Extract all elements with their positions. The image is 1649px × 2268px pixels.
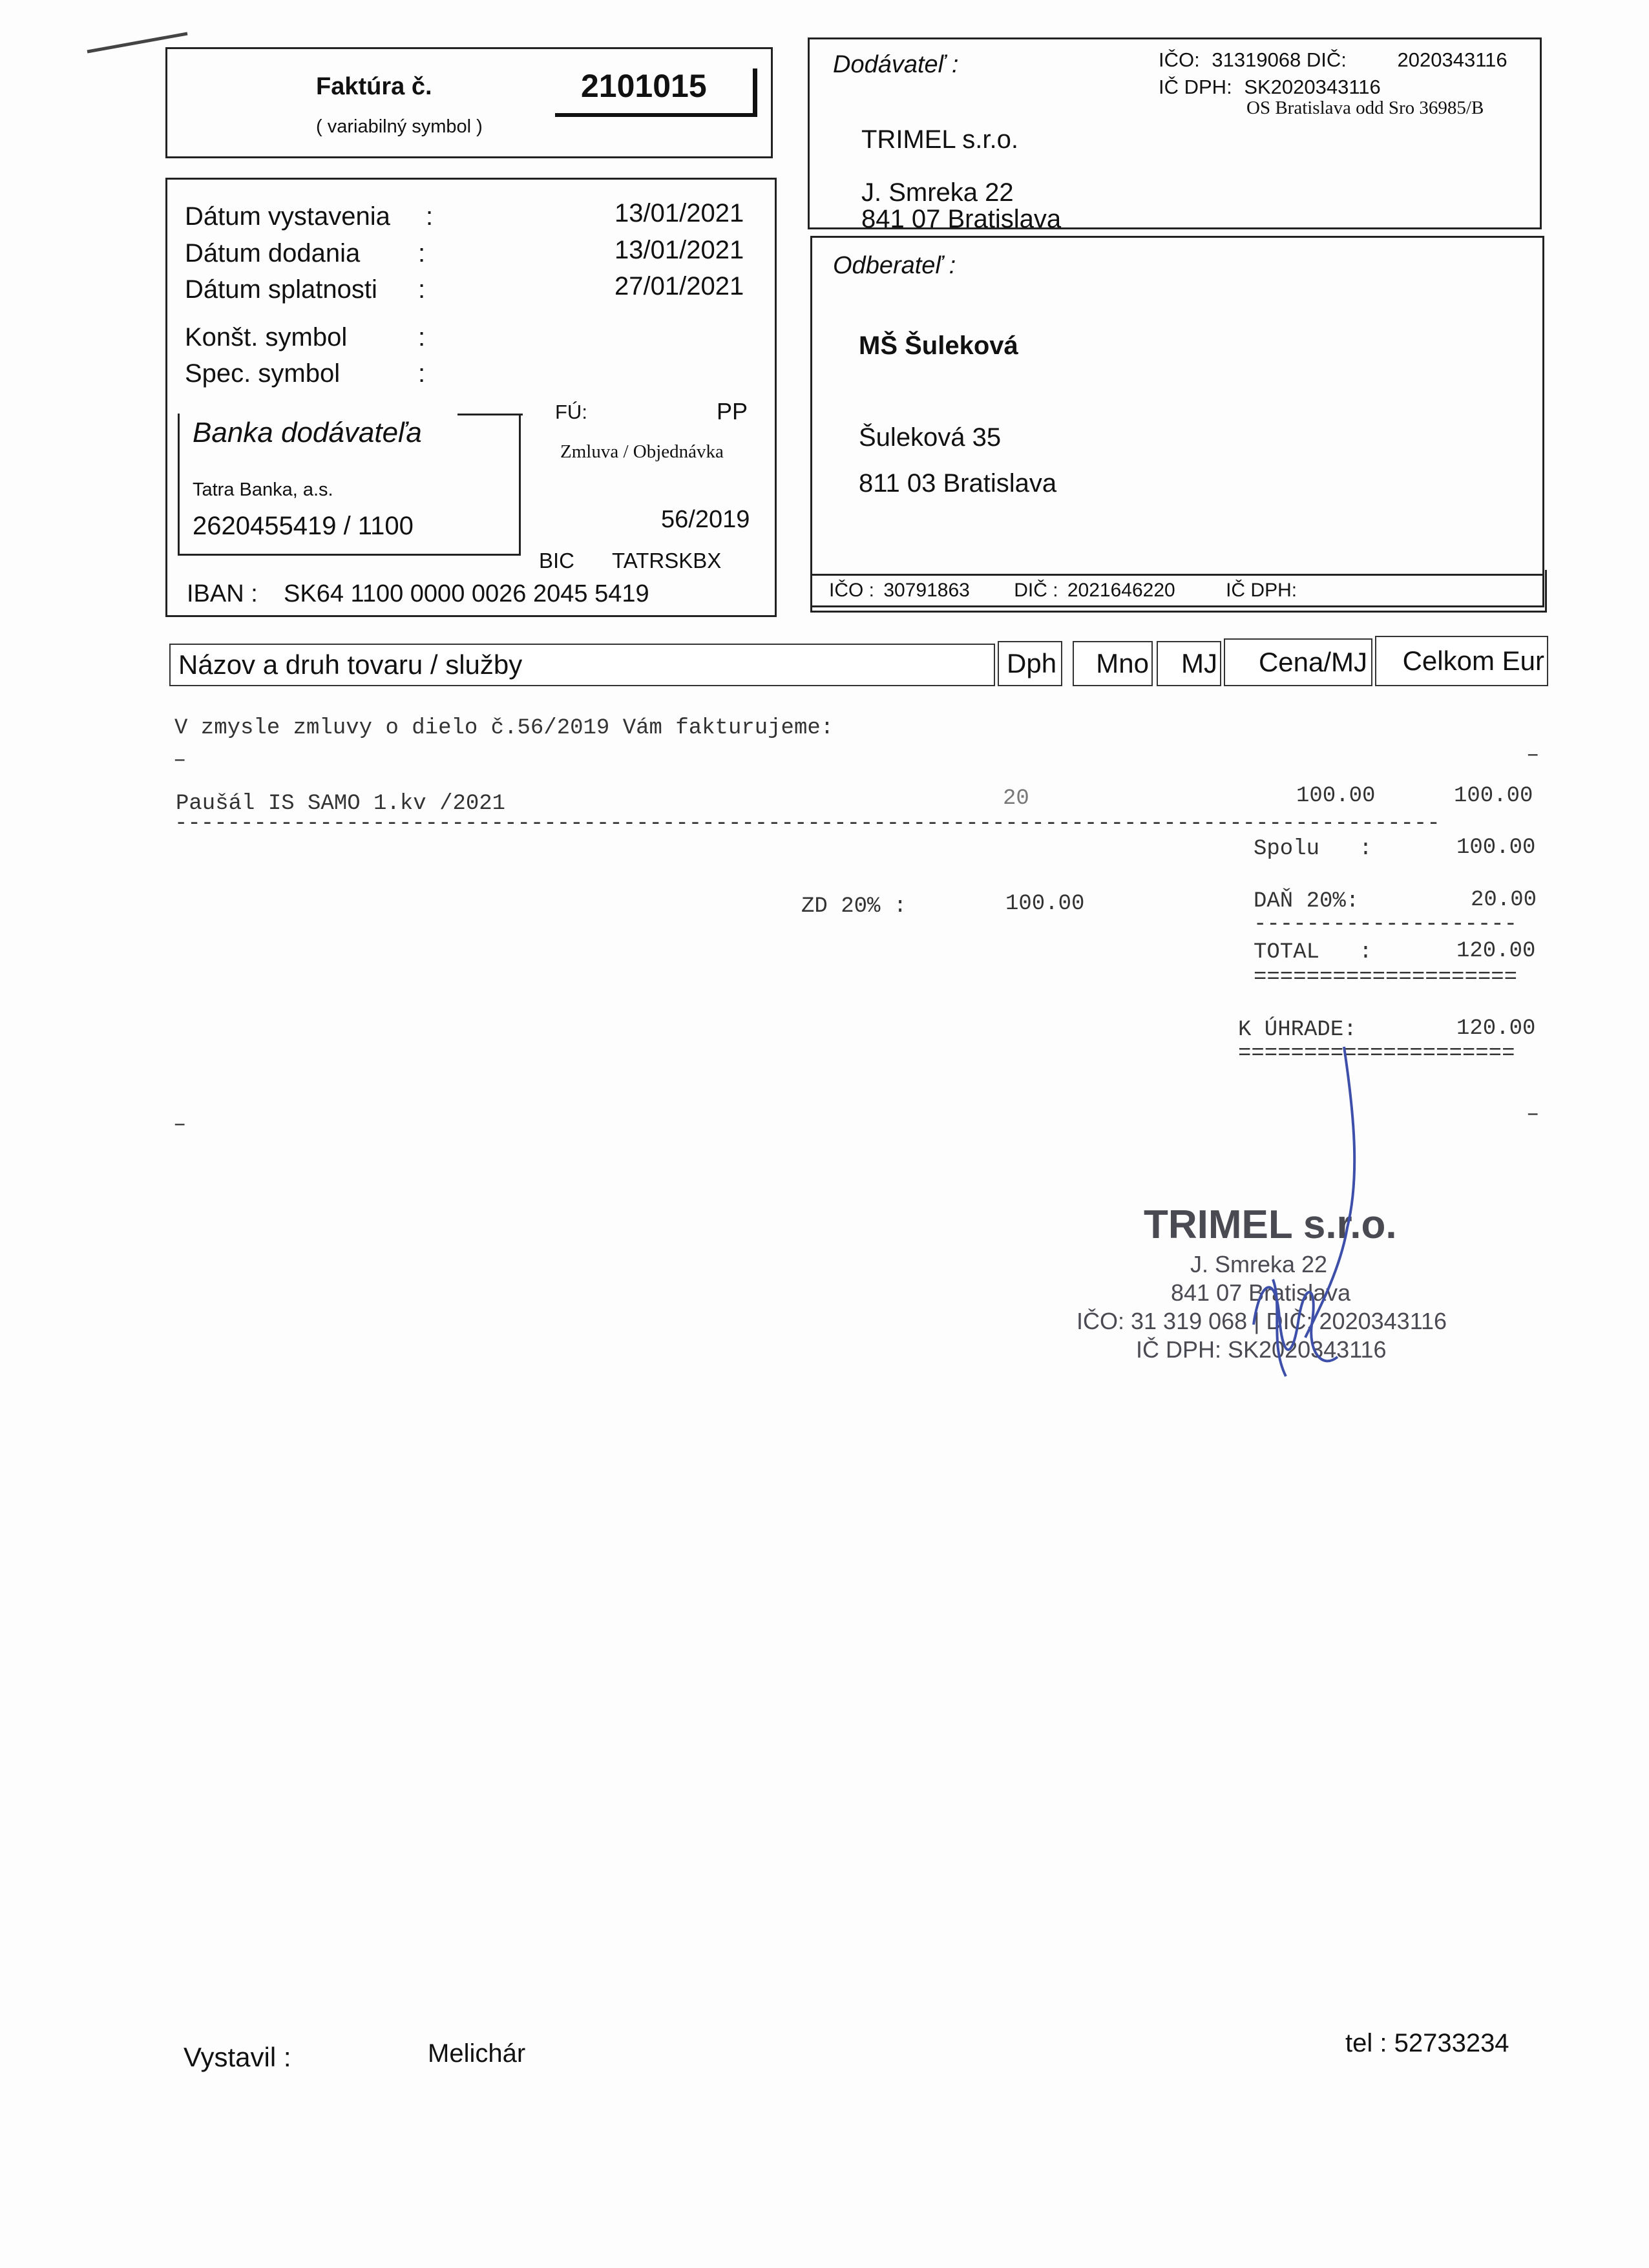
supplier-heading: Dodávateľ : — [833, 51, 959, 78]
bic-label: BIC — [539, 549, 575, 572]
supplier-dic-label: DIČ: — [1306, 48, 1347, 71]
delivery-label: Dátum dodania — [185, 239, 361, 268]
issued-colon: : — [426, 202, 434, 231]
stamp-icdph: IČ DPH: SK2020343116 — [1136, 1336, 1387, 1363]
bank-name: Tatra Banka, a.s. — [193, 479, 333, 500]
bank-account: 2620455419 / 1100 — [193, 512, 414, 540]
customer-icdph-label: IČ DPH: — [1226, 580, 1297, 601]
variable-symbol-note: ( variabilný symbol ) — [316, 116, 483, 137]
header-total: Celkom Eur — [1375, 636, 1548, 686]
bank-heading: Banka dodávateľa — [193, 417, 422, 448]
dan-label: DAŇ 20%: — [1254, 889, 1360, 914]
header-unit: MJ — [1157, 641, 1221, 686]
supplier-register: OS Bratislava odd Sro 36985/B — [1246, 98, 1484, 118]
bic-value: TATRSKBX — [612, 549, 722, 572]
fu-label: FÚ: — [555, 401, 587, 423]
due-colon: : — [418, 275, 426, 304]
iban-value: SK64 1100 0000 0026 2045 5419 — [284, 580, 649, 607]
bank-box-top-right — [457, 414, 523, 415]
invoice-number-bar — [753, 68, 757, 117]
contract-label: Zmluva / Objednávka — [560, 441, 724, 462]
dan-separator: -------------------- — [1254, 912, 1518, 937]
dash-mark-right-2: – — [1526, 1102, 1540, 1127]
customer-ico-label: IČO : — [829, 580, 875, 601]
spolu-label: Spolu : — [1254, 837, 1372, 861]
const-symbol-colon: : — [418, 323, 426, 352]
const-symbol-label: Konšt. symbol — [185, 323, 348, 352]
invoice-number: 2101015 — [581, 68, 707, 104]
header-item-name: Názov a druh tovaru / služby — [169, 644, 995, 686]
row-separator: ------------------------------------------------------------------------------------------------ — [174, 812, 1440, 836]
row-name: Paušál IS SAMO 1.kv /2021 — [176, 792, 506, 816]
customer-ids-box — [810, 570, 1547, 613]
dates-box — [165, 178, 777, 617]
header-qty: Mno — [1073, 641, 1153, 686]
dan-value: 20.00 — [1471, 888, 1537, 912]
stamp-street: J. Smreka 22 — [1190, 1251, 1328, 1277]
supplier-ids — [1159, 48, 1507, 72]
due-label: Dátum splatnosti — [185, 275, 377, 304]
customer-dic-label: DIČ : — [1014, 580, 1058, 601]
dash-mark-right-1: – — [1526, 743, 1540, 768]
stamp-name: TRIMEL s.r.o. — [1144, 1202, 1397, 1247]
supplier-icdph-value: SK2020343116 — [1244, 76, 1381, 98]
due-value-table: 120.00 — [1456, 1016, 1536, 1041]
total-separator: ==================== — [1254, 965, 1518, 990]
dash-mark-left-2: – — [173, 1113, 187, 1137]
zd-value: 100.00 — [1005, 892, 1085, 916]
supplier-icdph — [1159, 76, 1381, 99]
issued-label: Dátum vystavenia — [185, 202, 390, 231]
dash-mark-left-1: – — [173, 748, 187, 773]
due-date: 27/01/2021 — [614, 272, 744, 300]
intro-text: V zmysle zmluvy o dielo č.56/2019 Vám fakturujeme: — [174, 716, 834, 740]
spec-symbol-label: Spec. symbol — [185, 359, 341, 388]
supplier-ico: 31319068 — [1212, 48, 1301, 71]
iban-label: IBAN : — [187, 580, 258, 607]
customer-ids — [829, 580, 1297, 602]
header-vat: Dph — [998, 641, 1062, 686]
issued-by-name: Melichár — [428, 2039, 526, 2068]
supplier-name: TRIMEL s.r.o. — [861, 125, 1019, 154]
header-unit-price: Cena/MJ — [1224, 638, 1372, 686]
supplier-ico-label: IČO: — [1159, 48, 1200, 71]
customer-heading: Odberateľ : — [833, 252, 956, 279]
phone: tel : 52733234 — [1345, 2029, 1509, 2057]
signature — [1215, 1034, 1383, 1396]
fu-value: PP — [717, 398, 748, 425]
invoice-number-box — [165, 47, 773, 158]
spec-symbol-colon: : — [418, 359, 426, 388]
invoice-number-underline — [555, 113, 757, 117]
supplier-city: 841 07 Bratislava — [861, 205, 1062, 233]
supplier-street: J. Smreka 22 — [861, 178, 1014, 207]
due-separator: ===================== — [1238, 1042, 1515, 1066]
customer-box — [810, 236, 1544, 607]
customer-ico: 30791863 — [883, 580, 970, 601]
supplier-box — [808, 37, 1542, 233]
due-label-table: K ÚHRADE: — [1238, 1018, 1357, 1042]
delivery-colon: : — [418, 239, 426, 268]
customer-dic: 2021646220 — [1067, 580, 1175, 601]
issued-date: 13/01/2021 — [614, 199, 744, 227]
spolu-value: 100.00 — [1456, 835, 1536, 860]
customer-street: Šuleková 35 — [859, 423, 1002, 452]
supplier-icdph-label: IČ DPH: — [1159, 76, 1232, 98]
contract-value: 56/2019 — [661, 506, 750, 533]
delivery-date: 13/01/2021 — [614, 236, 744, 264]
customer-name: MŠ Šuleková — [859, 331, 1018, 360]
zd-label: ZD 20% : — [801, 894, 907, 919]
stamp-city: 841 07 Bratislava — [1171, 1279, 1351, 1306]
total-label: TOTAL : — [1254, 940, 1372, 965]
customer-city: 811 03 Bratislava — [859, 469, 1057, 498]
bank-box — [178, 414, 521, 556]
stamp-ids: IČO: 31 319 068 | DIČ: 2020343116 — [1077, 1308, 1447, 1334]
row-unit-price: 100.00 — [1296, 784, 1376, 808]
supplier-dic: 2020343116 — [1397, 48, 1507, 71]
issued-by-label: Vystavil : — [184, 2042, 291, 2072]
row-vat: 20 — [1003, 786, 1029, 811]
invoice-title: Faktúra č. — [316, 73, 432, 100]
total-value: 120.00 — [1456, 939, 1536, 963]
row-total: 100.00 — [1454, 784, 1533, 808]
